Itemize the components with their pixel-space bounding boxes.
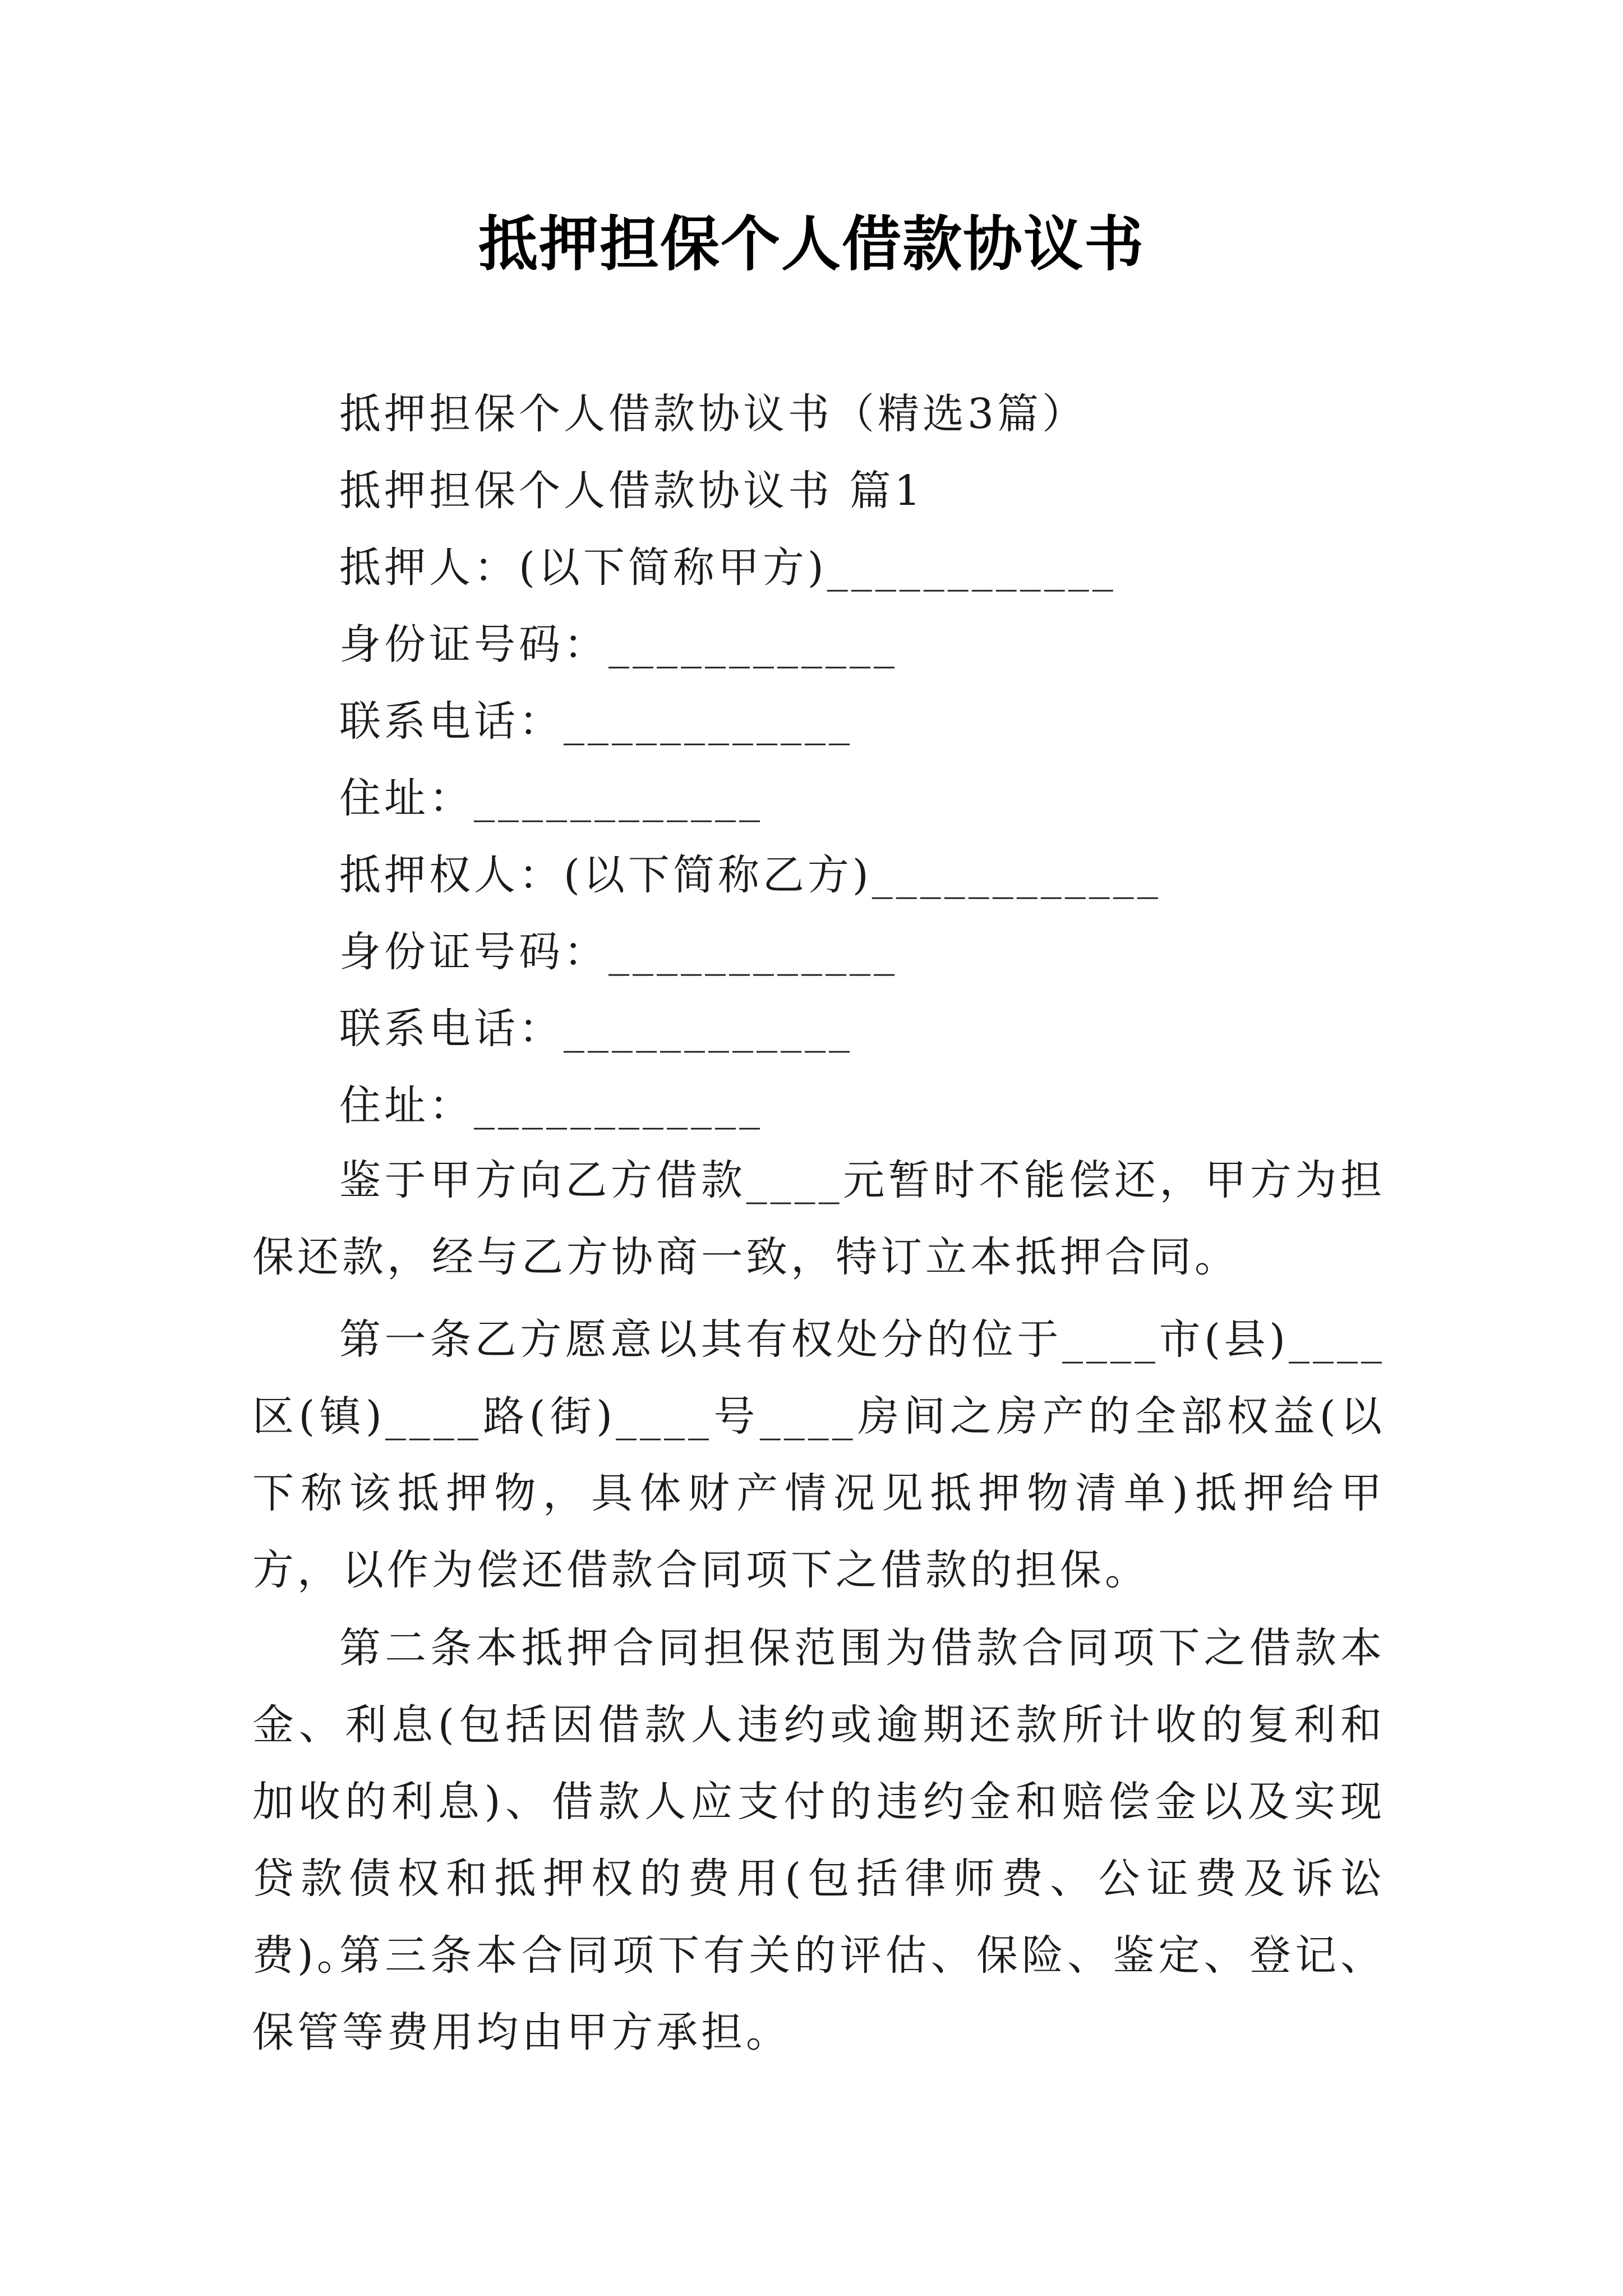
mortgagee-address-line: 住址：____________: [339, 1082, 763, 1130]
mortgagee-id-line: 身份证号码：____________: [339, 928, 898, 976]
mortgagor-address-line: 住址：____________: [339, 774, 763, 822]
paragraph-article-2: 第二条本抵押合同担保范围为借款合同项下之借款本金、利息(包括因借款人违约或逾期还款所计收的复利和加收的利息)、借款人应支付的违约金和赔偿金以及实现贷款债权和抵押权的费用(包括律师费、公证费及诉讼费)。: [252, 1624, 1385, 1980]
mortgagee-phone-line: 联系电话：____________: [339, 1005, 853, 1053]
paragraph-preamble: 鉴于甲方向乙方借款____元暂时不能偿还，甲方为担保还款，经与乙方协商一致，特订立本抵押合同。: [252, 1156, 1385, 1281]
subtitle-line: 抵押担保个人借款协议书（精选3篇）: [339, 390, 1087, 438]
paragraph-article-3: 第三条本合同项下有关的评估、保险、鉴定、登记、保管等费用均由甲方承担。: [252, 1931, 1385, 2056]
mortgagee-line: 抵押权人：(以下简称乙方)____________: [339, 851, 1161, 899]
paragraph-article-1: 第一条乙方愿意以其有权处分的位于____市(县)____区(镇)____路(街)____号____房间之房产的全部权益(以下称该抵押物，具体财产情况见抵押物清单)抵押给甲方，以作为偿还借款合同项下之借款的担保。: [252, 1315, 1385, 1594]
mortgagor-line: 抵押人：(以下简称甲方)____________: [339, 544, 1117, 592]
section-heading: 抵押担保个人借款协议书 篇1: [339, 467, 924, 515]
document-title: 抵押担保个人借款协议书: [478, 209, 1145, 279]
mortgagor-phone-line: 联系电话：____________: [339, 697, 853, 746]
mortgagor-id-line: 身份证号码：____________: [339, 620, 898, 669]
